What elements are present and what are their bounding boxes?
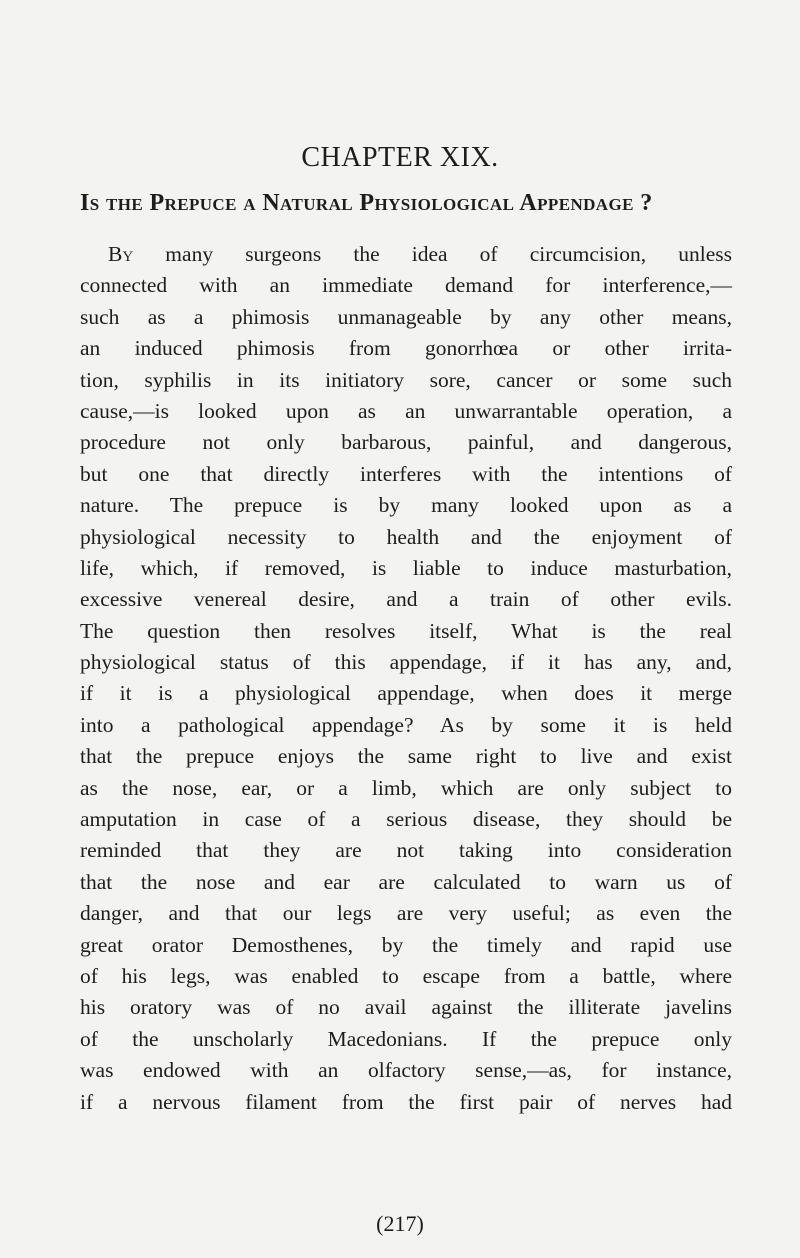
text-line: if it is a physiological appendage, when does it merge	[80, 681, 732, 706]
text-line: cause,—is looked upon as an unwarrantable operation, a	[80, 398, 732, 423]
text-line: danger, and that our legs are very useful; as even the	[80, 901, 732, 926]
page-number: (217)	[376, 1211, 424, 1236]
text-line: but one that directly interferes with the intentions of	[80, 461, 732, 486]
text-line: nature. The prepuce is by many looked upon as a	[80, 493, 732, 518]
text-line: that the nose and ear are calculated to warn us of	[80, 869, 732, 894]
text-line: The question then resolves itself, What is the real	[80, 618, 732, 643]
text-line: of his legs, was enabled to escape from a battle, where	[80, 963, 732, 988]
text-line: amputation in case of a serious disease, they should be	[80, 807, 732, 832]
text-line: life, which, if removed, is liable to induce masturbation,	[80, 555, 732, 580]
text-line: connected with an immediate demand for interference,—	[80, 273, 732, 298]
text-line: as the nose, ear, or a limb, which are only subject to	[80, 775, 732, 800]
text-line: that the prepuce enjoys the same right to live and exist	[80, 744, 732, 769]
text-line: tion, syphilis in its initiatory sore, cancer or some such	[80, 367, 732, 392]
text-line: reminded that they are not taking into consideration	[80, 838, 732, 863]
text-line: an induced phimosis from gonorrhœa or other irrita-	[80, 336, 732, 361]
lead-word: By	[108, 242, 134, 266]
text-line: if a nervous filament from the first pair of nerves had	[80, 1089, 732, 1114]
chapter-subtitle: Is the Prepuce a Natural Physiological Appendage ?	[80, 190, 653, 216]
text-line: his oratory was of no avail against the illiterate javelins	[80, 995, 732, 1020]
text-line: was endowed with an olfactory sense,—as, for instance,	[80, 1058, 732, 1083]
text-line: of the unscholarly Macedonians. If the prepuce only	[80, 1026, 732, 1051]
chapter-title: CHAPTER XIX.	[301, 142, 499, 173]
text-line: great orator Demosthenes, by the timely and rapid use	[80, 932, 732, 957]
text-line: such as a phimosis unmanageable by any other means,	[80, 304, 732, 329]
text-line: physiological necessity to health and the enjoyment of	[80, 524, 732, 549]
body-text	[80, 239, 732, 1118]
text-line: procedure not only barbarous, painful, and dangerous,	[80, 430, 732, 455]
text-line: physiological status of this appendage, if it has any, and,	[80, 650, 732, 675]
text-line-content: many surgeons the idea of circumcision, unless	[133, 242, 732, 266]
text-line: into a pathological appendage? As by some it is held	[80, 712, 732, 737]
text-line	[80, 239, 732, 270]
text-line: excessive venereal desire, and a train of other evils.	[80, 587, 732, 612]
